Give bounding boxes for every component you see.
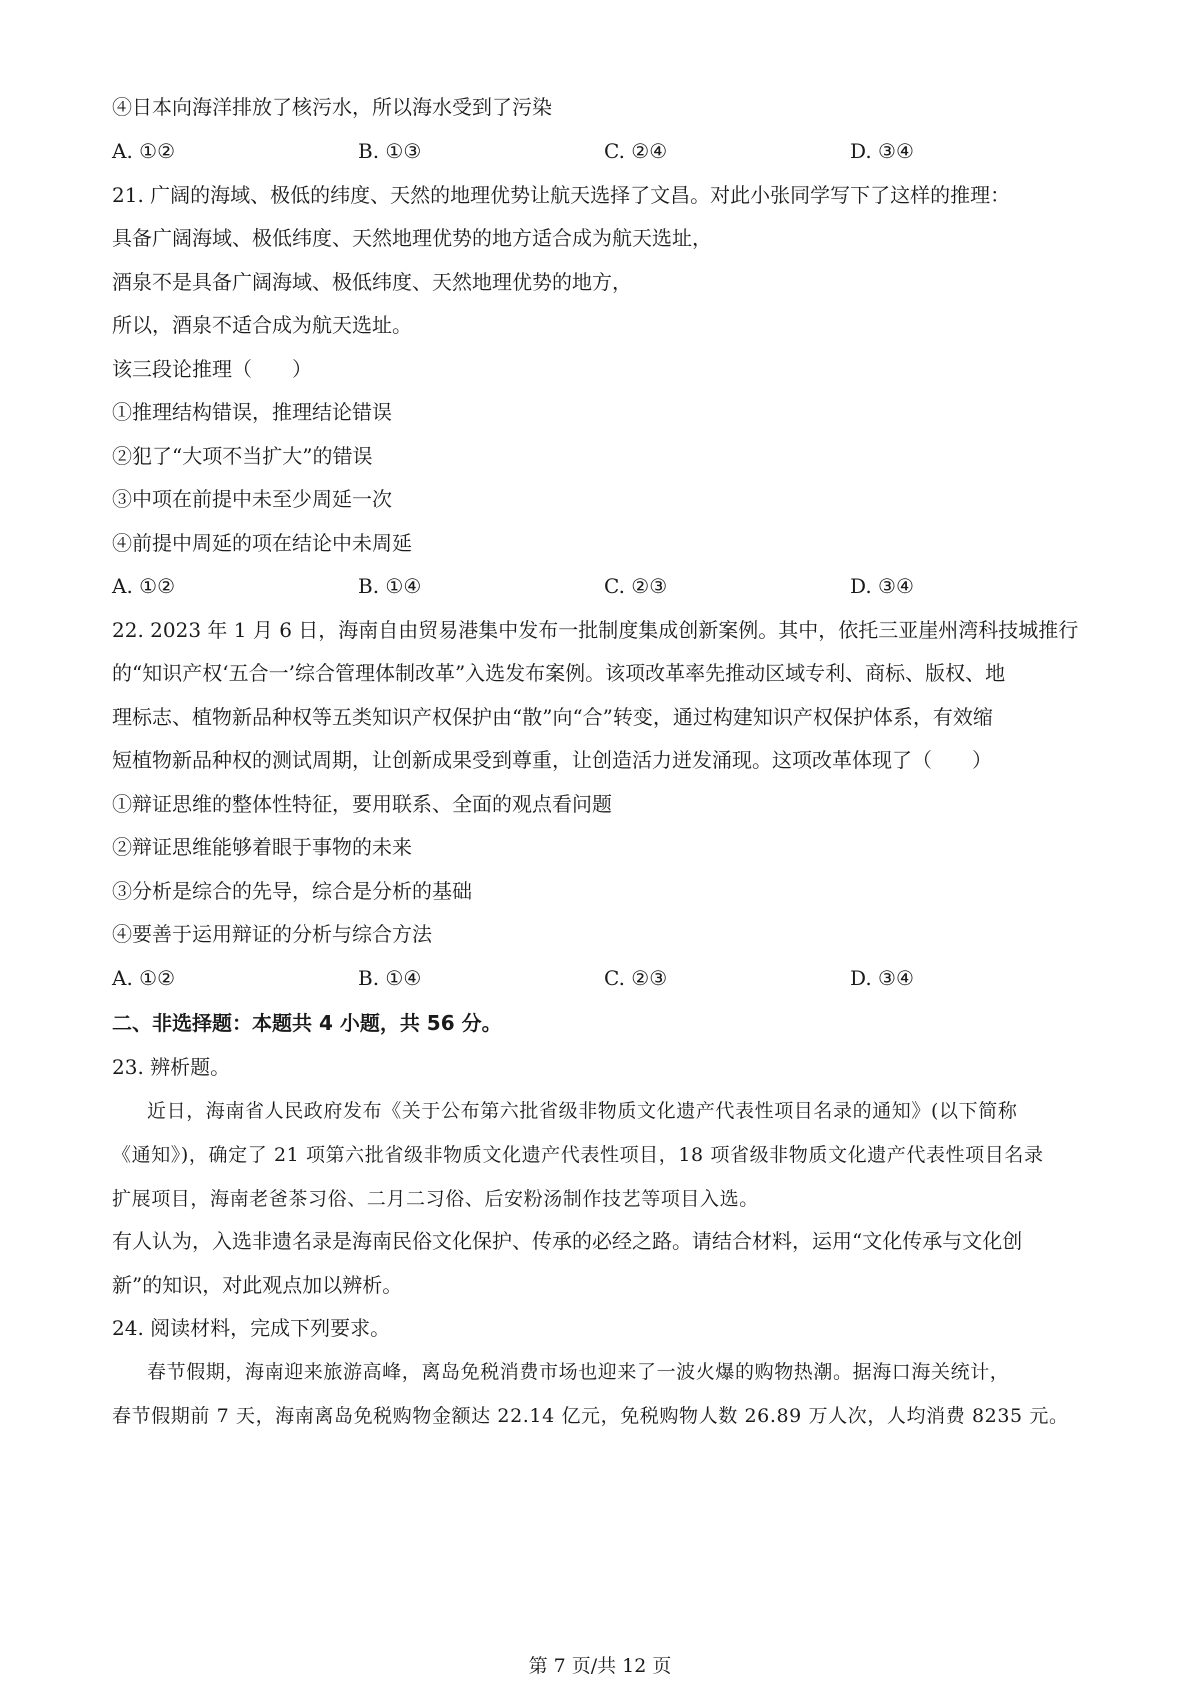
q21-premise-2: 酒泉不是具备广阔海域、极低纬度、天然地理优势的地方， <box>112 270 632 294</box>
q22-line-2: 的“知识产权‘五合一’综合管理体制改革”入选发布案例。该项改革率先推动区域专利、商标、版权、地 <box>112 661 1006 685</box>
q22-line-3: 理标志、植物新品种权等五类知识产权保护由“散”向“合”转变，通过构建知识产权保护体系，有效缩 <box>112 705 993 729</box>
q20-option-a: A. ①② <box>112 139 176 163</box>
q22-item-3: ③分析是综合的先导，综合是分析的基础 <box>112 879 472 903</box>
q22-item-4: ④要善于运用辩证的分析与综合方法 <box>112 922 432 946</box>
q20-option-b: B. ①③ <box>358 139 422 163</box>
q21-item-4: ④前提中周延的项在结论中未周延 <box>112 531 412 555</box>
q21-stem: 21. 广阔的海域、极低的纬度、天然的地理优势让航天选择了文昌。对此小张同学写下了这样的推理： <box>112 183 1011 207</box>
q21-option-d: D. ③④ <box>850 574 914 598</box>
q22-option-b: B. ①④ <box>358 966 422 990</box>
q21-conclusion: 所以，酒泉不适合成为航天选址。 <box>112 313 412 337</box>
q20-option-c: C. ②④ <box>604 139 668 163</box>
q21-item-3: ③中项在前提中未至少周延一次 <box>112 487 392 511</box>
q21-option-b: B. ①④ <box>358 574 422 598</box>
q22-item-1: ①辩证思维的整体性特征，要用联系、全面的观点看问题 <box>112 792 612 816</box>
q22-option-a: A. ①② <box>112 966 176 990</box>
section-2-heading: 二、非选择题：本题共 4 小题，共 56 分。 <box>112 1011 502 1035</box>
q21-question: 该三段论推理（ ） <box>112 357 312 381</box>
q21-premise-1: 具备广阔海域、极低纬度、天然地理优势的地方适合成为航天选址， <box>112 226 712 250</box>
q21-option-c: C. ②③ <box>604 574 668 598</box>
q21-option-a: A. ①② <box>112 574 176 598</box>
q22-item-2: ②辩证思维能够着眼于事物的未来 <box>112 835 412 859</box>
q24-material-line-1: 春节假期，海南迎来旅游高峰，离岛免税消费市场也迎来了一波火爆的购物热潮。据海口海关统计， <box>147 1361 1010 1383</box>
q20-item-4: ④日本向海洋排放了核污水，所以海水受到了污染 <box>112 95 552 119</box>
q23-material-line-3: 扩展项目，海南老爸茶习俗、二月二习俗、后安粉汤制作技艺等项目入选。 <box>112 1188 759 1210</box>
q20-options <box>112 136 1102 166</box>
q22-option-c: C. ②③ <box>604 966 668 990</box>
q20-option-d: D. ③④ <box>850 139 914 163</box>
q21-item-2: ②犯了“大项不当扩大”的错误 <box>112 444 373 468</box>
q24-material-line-2: 春节假期前 7 天，海南离岛免税购物金额达 22.14 亿元，免税购物人数 26.89 万人次，人均消费 8235 元。 <box>112 1405 1069 1427</box>
q22-line-1: 22. 2023 年 1 月 6 日，海南自由贸易港集中发布一批制度集成创新案例。其中，依托三亚崖州湾科技城推行 <box>112 618 1079 642</box>
q23-prompt-line-1: 有人认为，入选非遗名录是海南民俗文化保护、传承的必经之路。请结合材料，运用“文化传承与文化创 <box>112 1229 1023 1253</box>
page-footer: 第 7 页/共 12 页 <box>528 1655 672 1677</box>
q23-material-line-1: 近日，海南省人民政府发布《关于公布第六批省级非物质文化遗产代表性项目名录的通知》(以下简称 <box>147 1100 1018 1122</box>
q21-options <box>112 571 1102 601</box>
q22-options <box>112 963 1102 993</box>
q24-title: 24. 阅读材料，完成下列要求。 <box>112 1316 391 1340</box>
q22-option-d: D. ③④ <box>850 966 914 990</box>
q22-line-4: 短植物新品种权的测试周期，让创新成果受到尊重，让创造活力迸发涌现。这项改革体现了（ ） <box>112 748 992 772</box>
q23-title: 23. 辨析题。 <box>112 1055 231 1079</box>
q23-prompt-line-2: 新”的知识，对此观点加以辨析。 <box>112 1273 403 1297</box>
q23-material-line-2: 《通知》)，确定了 21 项第六批省级非物质文化遗产代表性项目，18 项省级非物质文化遗产代表性项目名录 <box>112 1144 1044 1166</box>
q21-item-1: ①推理结构错误，推理结论错误 <box>112 400 392 424</box>
